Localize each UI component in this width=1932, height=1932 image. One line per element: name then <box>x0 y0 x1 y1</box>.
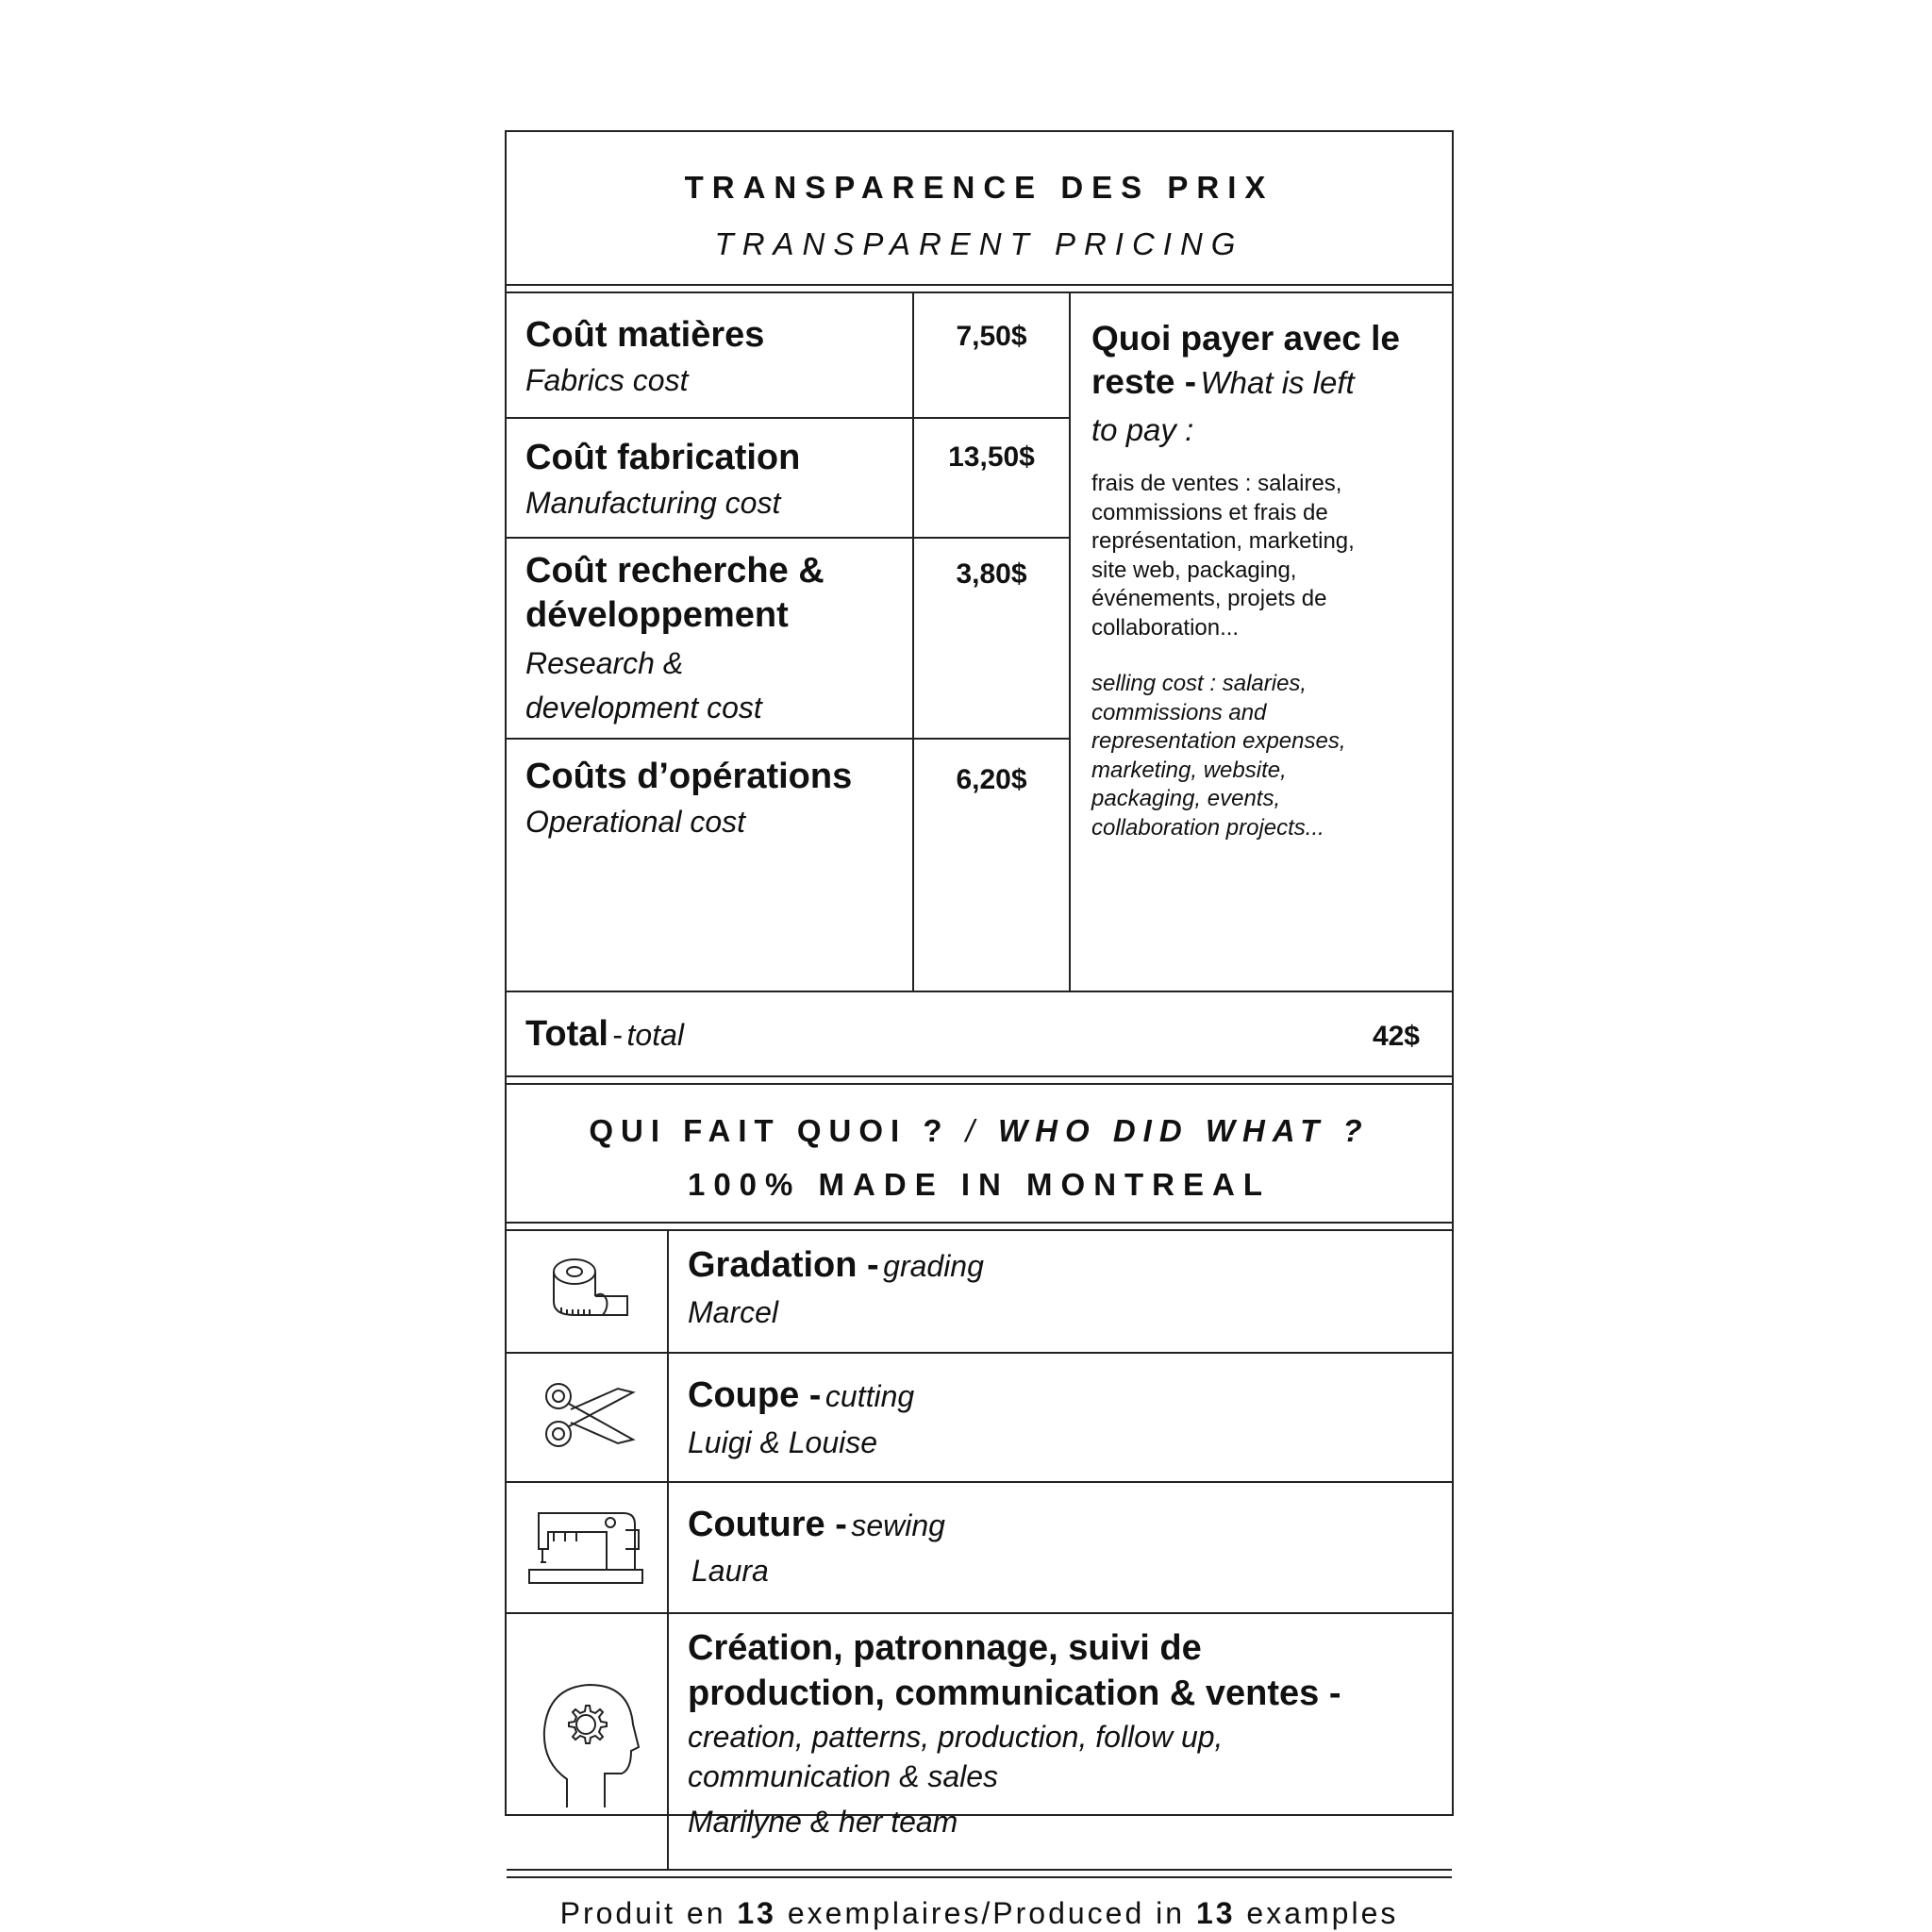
text-line: site web, packaging, <box>1091 557 1297 583</box>
text-line: selling cost : salaries, <box>1091 671 1307 696</box>
cost-value: 13,50$ <box>948 441 1035 473</box>
divider <box>507 1869 1452 1871</box>
total-label: Total - total <box>525 1014 684 1054</box>
row-divider <box>507 417 1071 419</box>
role-people: Marcel <box>688 1295 779 1329</box>
cost-label-fr: Coût fabrication <box>525 438 801 477</box>
text-line: commissions and <box>1091 699 1267 725</box>
left-to-pay-title: Quoi payer avec le <box>1091 319 1401 358</box>
role-title: Couture - sewing <box>688 1505 945 1544</box>
row-divider <box>507 1481 1452 1483</box>
divider <box>507 291 1452 293</box>
role-people: Luigi & Louise <box>688 1425 878 1459</box>
text-line: representation expenses, <box>1091 728 1346 754</box>
cost-value: 7,50$ <box>956 321 1027 352</box>
left-to-pay-title: to pay : <box>1091 412 1194 447</box>
pricing-card <box>505 130 1454 1930</box>
cost-label-en: Research & <box>525 646 684 680</box>
cost-label-fr: Coût recherche & <box>525 551 824 591</box>
role-title-en: creation, patterns, production, follow up, <box>688 1720 1224 1754</box>
cost-label-fr: Coût matières <box>525 315 765 355</box>
divider <box>507 1083 1452 1085</box>
text-line: collaboration projects... <box>1091 814 1324 841</box>
who-subtitle: 100% MADE IN MONTREAL <box>687 1167 1272 1202</box>
production-count: Produit en 13 exemplaires/Produced in 13 examples <box>559 1896 1399 1930</box>
text-line: collaboration... <box>1091 614 1240 641</box>
role-title-fr: Création, patronnage, suivi de <box>688 1628 1202 1668</box>
cost-label-en: Operational cost <box>525 805 746 839</box>
divider <box>507 1229 1452 1231</box>
cost-label-fr: développement <box>525 595 789 635</box>
row-divider <box>507 991 1452 992</box>
left-to-pay-title: reste - What is left <box>1091 362 1355 401</box>
left-to-pay-en-text <box>1091 670 1346 842</box>
scissors-icon <box>542 1379 637 1455</box>
text-line: commissions et frais de <box>1091 499 1328 525</box>
cost-label-en: Manufacturing cost <box>525 486 781 520</box>
row-divider <box>507 1612 1452 1614</box>
column-divider <box>1069 291 1071 992</box>
who-title: QUI FAIT QUOI ? / WHO DID WHAT ? <box>589 1113 1370 1148</box>
cost-label-en: development cost <box>525 691 762 724</box>
left-to-pay-fr-text <box>1091 470 1355 642</box>
title-fr: TRANSPARENCE DES PRIX <box>684 170 1274 205</box>
role-people: Marilyne & her team <box>688 1805 958 1839</box>
text-line: packaging, events, <box>1091 786 1281 811</box>
divider <box>507 1075 1452 1077</box>
cost-label-fr: Coûts d’opérations <box>525 757 853 796</box>
head-gear-icon <box>539 1679 642 1811</box>
row-divider <box>507 1352 1452 1354</box>
column-divider <box>667 1229 669 1869</box>
text-line: frais de ventes : salaires, <box>1091 471 1342 496</box>
text-line: représentation, marketing, <box>1091 528 1355 554</box>
cost-label-en: Fabrics cost <box>525 363 689 397</box>
row-divider <box>507 738 1071 740</box>
role-title: Gradation - grading <box>688 1245 984 1285</box>
text-line: marketing, website, <box>1091 757 1287 783</box>
cost-value: 3,80$ <box>956 558 1027 590</box>
role-title-en: communication & sales <box>688 1759 999 1793</box>
row-divider <box>507 537 1071 539</box>
text-line: événements, projets de <box>1091 586 1327 611</box>
measuring-tape-icon <box>546 1253 631 1324</box>
divider <box>507 1222 1452 1224</box>
role-people: Laura <box>691 1554 769 1588</box>
title-en: TRANSPARENT PRICING <box>714 226 1244 261</box>
divider <box>507 1876 1452 1878</box>
total-value: 42$ <box>1372 1021 1420 1052</box>
left-to-pay <box>1091 317 1400 449</box>
divider <box>507 284 1452 286</box>
column-divider <box>912 291 914 992</box>
role-title-fr: production, communication & ventes - <box>688 1674 1341 1713</box>
role-title: Coupe - cutting <box>688 1375 915 1415</box>
sewing-machine-icon <box>527 1506 644 1591</box>
cost-value: 6,20$ <box>956 764 1027 795</box>
